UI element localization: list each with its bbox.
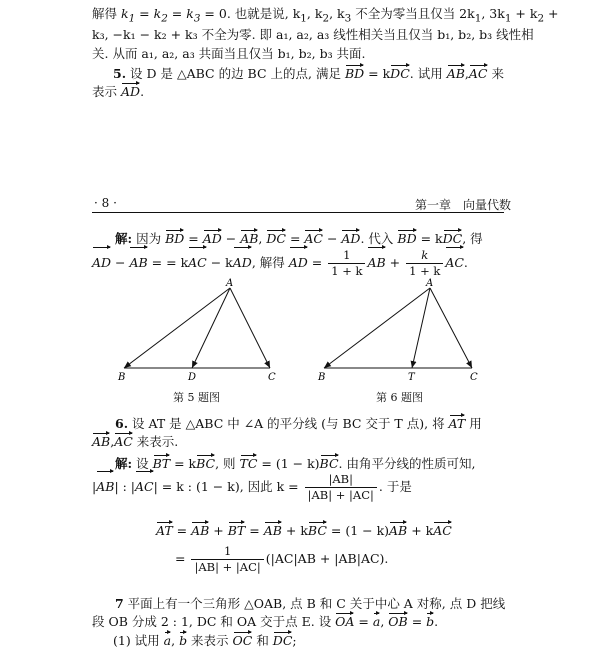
figure-6-caption: 第 6 题图 bbox=[376, 391, 423, 404]
fig5-label-B: B bbox=[118, 372, 126, 383]
equation-6-line-1: AT = AB + BT = AB + kBC = (1 − k)AB + kAC bbox=[156, 523, 452, 538]
figure-5 bbox=[110, 278, 290, 388]
page-number: · 8 · bbox=[94, 196, 117, 210]
chapter-title: 第一章 向量代数 bbox=[415, 198, 512, 212]
fig6-label-T: T bbox=[408, 372, 415, 383]
problem-7-q1: (1) 试用 a, b 来表示 OC 和 DC; bbox=[113, 633, 297, 648]
problem-6: 6. 设 AT 是 △ABC 中 ∠A 的平分线 (与 BC 交于 T 点), 将 AT 用 bbox=[115, 416, 482, 431]
fig5-label-A: A bbox=[226, 278, 234, 289]
figure-6 bbox=[312, 278, 492, 388]
fig5-side-AC bbox=[230, 288, 270, 368]
fig5-label-D: D bbox=[188, 372, 197, 383]
solution-5-line-1: 解: 因为 BD = AD − AB, DC = AC − AD. 代入 BD = kDC, 得 bbox=[115, 231, 483, 246]
fig6-label-C: C bbox=[470, 372, 478, 383]
fig5-side-AD bbox=[192, 288, 230, 368]
solution-5-line-2: AD − AB = = kAC − kAD, 解得 AD = $\frac{1}{1 + k}$ AB + $\frac{k}{1 + k}$ AC. bbox=[92, 248, 468, 278]
figure-5-caption: 第 5 题图 bbox=[173, 391, 220, 404]
text-line-3: 关. 从而 a₁, a₂, a₃ 共面当且仅当 b₁, b₂, b₃ 共面. bbox=[92, 46, 366, 61]
text-line-1: 解得 $k_1 = k_2 = k_3 = 0$. 也就是说, $k_1$, $k_2$, $k_3$ 不全为零当且仅当 $2k_1$, $3k_1 + k_2$ + bbox=[92, 6, 559, 25]
fig5-side-AB bbox=[124, 288, 230, 368]
solution-6-line-2: |AB| : |AC| = k : (1 − k), 因此 k = $\frac{|AB|}{|AB| + |AC|}$ . 于是 bbox=[92, 472, 412, 502]
fig6-side-AC bbox=[430, 288, 472, 368]
problem-7-cont: 段 OB 分成 2 : 1, DC 和 OA 交于点 E. 设 OA = a, OB = b. bbox=[92, 614, 439, 629]
fig6-side-AB bbox=[324, 288, 430, 368]
fig6-label-A: A bbox=[426, 278, 434, 289]
equation-6-line-2: = $\frac{1}{|AB| + |AC|}$ (|AC|AB + |AB|AC). bbox=[175, 544, 389, 574]
problem-6-cont: AB,AC 来表示. bbox=[92, 434, 179, 449]
text-line-2: k₃, −k₁ − k₂ + k₃ 不全为零. 即 a₁, a₂, a₃ 线性相关当且仅当 b₁, b₂, b₃ 线性相 bbox=[92, 27, 534, 42]
header-rule bbox=[92, 212, 504, 213]
fig6-label-B: B bbox=[318, 372, 326, 383]
problem-7: 7 平面上有一个三角形 △OAB, 点 B 和 C 关于中心 A 对称, 点 D 把线 bbox=[115, 596, 506, 611]
fig5-label-C: C bbox=[268, 372, 276, 383]
problem-5: 5. 设 D 是 △ABC 的边 BC 上的点, 满足 BD = kDC. 试用 AB,AC 来 bbox=[113, 66, 504, 81]
problem-5-cont: 表示 AD. bbox=[92, 84, 145, 99]
solution-6-line-1: 解: 设 BT = kBC, 则 TC = (1 − k)BC. 由角平分线的性质可知, bbox=[115, 456, 476, 471]
